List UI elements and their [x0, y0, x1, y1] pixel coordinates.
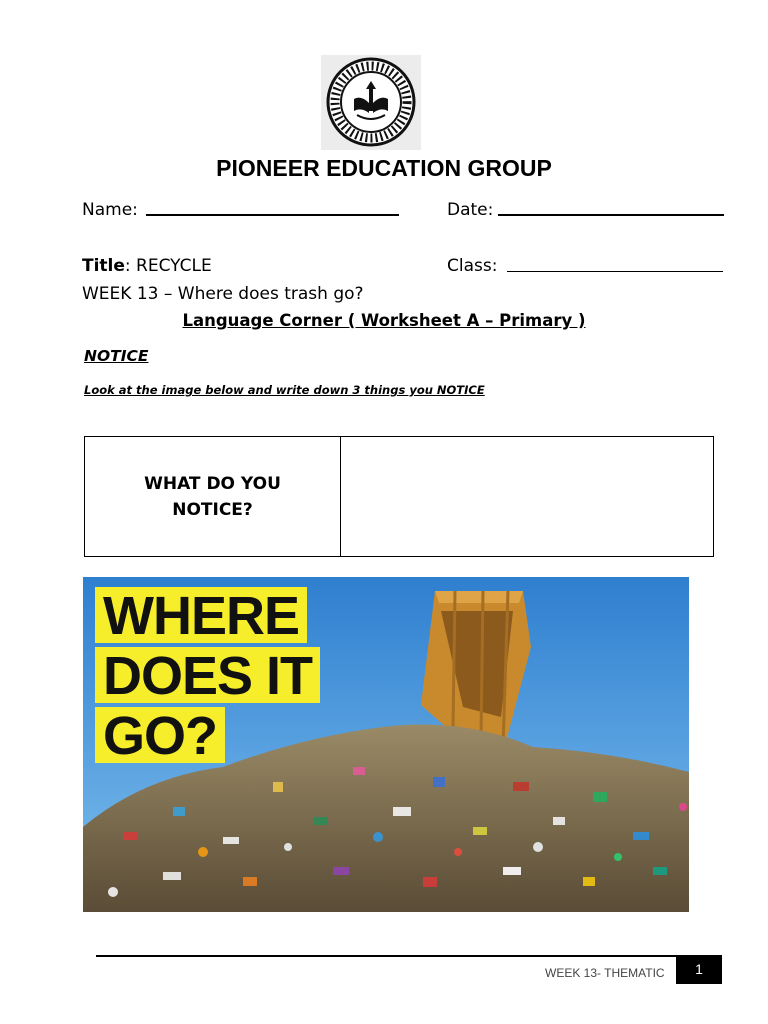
caption-line-2: DOES IT — [103, 646, 313, 706]
class-label: Class: — [447, 256, 498, 276]
caption-line-3: GO? — [103, 706, 217, 766]
caption-line-1: WHERE — [103, 586, 299, 646]
school-logo — [321, 55, 421, 150]
title-row — [82, 256, 212, 276]
class-field[interactable] — [507, 271, 723, 272]
answer-cell[interactable] — [341, 437, 713, 556]
name-field[interactable] — [146, 214, 399, 216]
organization-name: PIONEER EDUCATION GROUP — [216, 155, 552, 181]
landfill-image — [83, 577, 689, 912]
section-heading: Language Corner ( Worksheet A – Primary ) — [182, 311, 586, 330]
question-line-1: WHAT DO YOU — [144, 473, 281, 494]
week-line: WEEK 13 – Where does trash go? — [82, 284, 364, 304]
notice-table — [84, 436, 714, 557]
caption-box-1 — [95, 586, 307, 646]
notice-heading: NOTICE — [84, 347, 149, 365]
question-cell — [85, 437, 341, 556]
footer-label: WEEK 13- THEMATIC — [545, 966, 665, 980]
date-field[interactable] — [498, 214, 724, 216]
caption-box-3 — [95, 706, 225, 766]
date-label: Date: — [447, 200, 494, 220]
notice-instruction: Look at the image below and write down 3 things you NOTICE — [84, 383, 485, 397]
page-number: 1 — [676, 955, 722, 984]
question-line-2: NOTICE? — [172, 499, 253, 520]
footer-rule — [96, 955, 722, 957]
name-label: Name: — [82, 200, 138, 220]
title-value: : RECYCLE — [124, 256, 212, 276]
caption-box-2 — [95, 646, 320, 706]
title-label: Title — [82, 256, 125, 276]
